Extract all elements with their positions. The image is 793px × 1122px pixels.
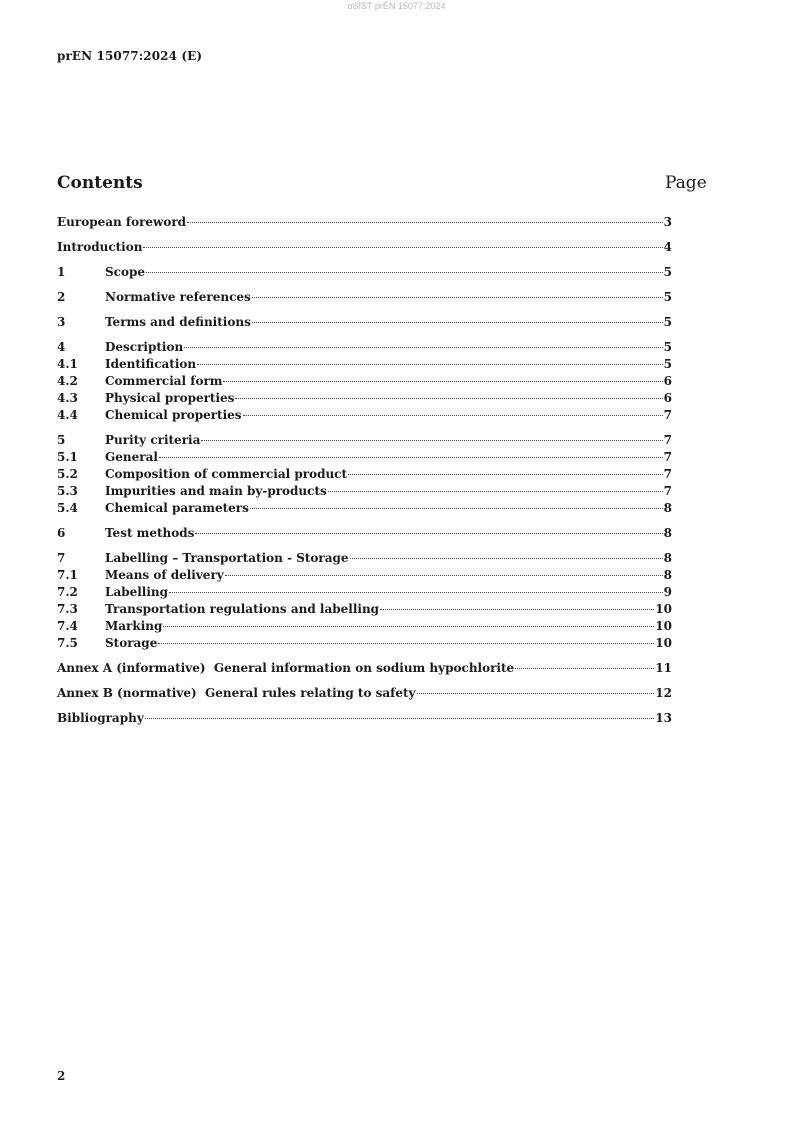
toc-entry-number: 7 bbox=[57, 551, 66, 565]
toc-leader-dots bbox=[348, 472, 663, 475]
toc-entry-page: 8 bbox=[663, 568, 672, 582]
toc-entry-purity-criteria[interactable] bbox=[57, 432, 672, 449]
toc-leader-dots bbox=[187, 220, 663, 223]
toc-leader-dots bbox=[158, 641, 654, 644]
toc-entry-number: 4.3 bbox=[57, 391, 78, 405]
toc-entry-number: 4.4 bbox=[57, 408, 78, 422]
toc-entry-title: Test methods bbox=[105, 526, 195, 540]
toc-entry-page: 6 bbox=[663, 391, 672, 405]
toc-entry-title: Identification bbox=[105, 357, 197, 371]
toc-entry-page: 7 bbox=[663, 450, 672, 464]
toc-entry-marking[interactable] bbox=[57, 618, 672, 635]
toc-entry-page: 8 bbox=[663, 526, 672, 540]
toc-entry-title: General bbox=[105, 450, 158, 464]
footer-page-number: 2 bbox=[57, 1069, 66, 1083]
toc-entry-annex-a[interactable] bbox=[57, 660, 672, 677]
toc-entry-title: Impurities and main by-products bbox=[105, 484, 327, 498]
toc-entry-number: 5.4 bbox=[57, 501, 78, 515]
toc-entry-impurities-and-main-by-products[interactable] bbox=[57, 483, 672, 500]
toc-entry-physical-properties[interactable] bbox=[57, 390, 672, 407]
toc-entry-page: 10 bbox=[655, 636, 672, 650]
toc-entry-title: Composition of commercial product bbox=[105, 467, 348, 481]
toc-entry-title: European foreword bbox=[57, 215, 187, 229]
toc-entry-title: Marking bbox=[105, 619, 163, 633]
watermark: oSIST prEN 15077:2024 bbox=[347, 1, 446, 11]
toc-leader-dots bbox=[252, 320, 663, 323]
toc-leader-dots bbox=[250, 506, 663, 509]
toc-entry-test-methods[interactable] bbox=[57, 525, 672, 542]
toc-entry-number: 4 bbox=[57, 340, 66, 354]
toc-entry-page: 5 bbox=[663, 315, 672, 329]
toc-entry-introduction[interactable] bbox=[57, 239, 672, 256]
toc-entry-title: Introduction bbox=[57, 240, 143, 254]
toc-leader-dots bbox=[252, 295, 663, 298]
toc-entry-page: 4 bbox=[663, 240, 672, 254]
toc-entry-number: 5.1 bbox=[57, 450, 78, 464]
toc-entry-commercial-form[interactable] bbox=[57, 373, 672, 390]
toc-entry-page: 7 bbox=[663, 467, 672, 481]
toc-entry-page: 6 bbox=[663, 374, 672, 388]
toc-leader-dots bbox=[417, 691, 655, 694]
toc-entry-title: Normative references bbox=[105, 290, 251, 304]
toc-entry-general[interactable] bbox=[57, 449, 672, 466]
toc-entry-page: 11 bbox=[655, 661, 672, 675]
toc-entry-page: 5 bbox=[663, 340, 672, 354]
toc-entry-number: 4.2 bbox=[57, 374, 78, 388]
toc-entry-normative-references[interactable] bbox=[57, 289, 672, 306]
toc-leader-dots bbox=[143, 245, 662, 248]
toc-leader-dots bbox=[145, 716, 655, 719]
toc-leader-dots bbox=[146, 270, 663, 273]
toc-entry-number: 7.4 bbox=[57, 619, 78, 633]
toc-entry-title: Terms and definitions bbox=[105, 315, 251, 329]
toc-leader-dots bbox=[328, 489, 663, 492]
toc-entry-storage[interactable] bbox=[57, 635, 672, 652]
toc-entry-title: Commercial form bbox=[105, 374, 223, 388]
toc-entry-page: 12 bbox=[655, 686, 672, 700]
toc-entry-page: 7 bbox=[663, 433, 672, 447]
toc-leader-dots bbox=[169, 590, 663, 593]
toc-entry-number: 1 bbox=[57, 265, 66, 279]
toc-entry-composition-of-commercial-product[interactable] bbox=[57, 466, 672, 483]
toc-entry-title: Labelling bbox=[105, 585, 169, 599]
page-column-label: Page bbox=[665, 173, 707, 193]
toc-entry-number: 3 bbox=[57, 315, 66, 329]
toc-entry-page: 7 bbox=[663, 408, 672, 422]
document-id-header: prEN 15077:2024 (E) bbox=[57, 49, 203, 63]
toc-leader-dots bbox=[195, 531, 662, 534]
toc-entry-description[interactable] bbox=[57, 339, 672, 356]
toc-entry-chemical-parameters[interactable] bbox=[57, 500, 672, 517]
contents-title: Contents bbox=[57, 173, 143, 193]
toc-leader-dots bbox=[223, 379, 662, 382]
toc-entry-number: 6 bbox=[57, 526, 66, 540]
toc-entry-page: 5 bbox=[663, 357, 672, 371]
toc-entry-page: 13 bbox=[655, 711, 672, 725]
toc-entry-title: Purity criteria bbox=[105, 433, 201, 447]
toc-entry-number: 4.1 bbox=[57, 357, 78, 371]
toc-entry-number: 7.2 bbox=[57, 585, 78, 599]
toc-entry-chemical-properties[interactable] bbox=[57, 407, 672, 424]
toc-leader-dots bbox=[350, 556, 663, 559]
toc-entry-number: 5.3 bbox=[57, 484, 78, 498]
toc-entry-title: Means of delivery bbox=[105, 568, 224, 582]
toc-entry-page: 7 bbox=[663, 484, 672, 498]
toc-leader-dots bbox=[243, 413, 663, 416]
toc-leader-dots bbox=[197, 362, 663, 365]
toc-entry-page: 5 bbox=[663, 265, 672, 279]
toc-leader-dots bbox=[235, 396, 662, 399]
toc-entry-title: Description bbox=[105, 340, 184, 354]
toc-entry-number: 2 bbox=[57, 290, 66, 304]
toc-entry-means-of-delivery[interactable] bbox=[57, 567, 672, 584]
toc-entry-title: Scope bbox=[105, 265, 146, 279]
toc-entry-page: 3 bbox=[663, 215, 672, 229]
toc-entry-page: 5 bbox=[663, 290, 672, 304]
table-of-contents bbox=[57, 214, 672, 727]
toc-leader-dots bbox=[159, 455, 663, 458]
toc-entry-number: 5 bbox=[57, 433, 66, 447]
toc-entry-scope[interactable] bbox=[57, 264, 672, 281]
toc-leader-dots bbox=[201, 438, 662, 441]
toc-leader-dots bbox=[515, 666, 654, 669]
toc-entry-title: Chemical parameters bbox=[105, 501, 249, 515]
toc-leader-dots bbox=[163, 624, 654, 627]
toc-entry-european-foreword[interactable] bbox=[57, 214, 672, 231]
toc-entry-page: 10 bbox=[655, 619, 672, 633]
toc-entry-number: 5.2 bbox=[57, 467, 78, 481]
toc-entry-title: Chemical properties bbox=[105, 408, 242, 422]
toc-entry-number: 7.1 bbox=[57, 568, 78, 582]
toc-entry-number: 7.5 bbox=[57, 636, 78, 650]
toc-entry-page: 9 bbox=[663, 585, 672, 599]
toc-entry-title: Storage bbox=[105, 636, 158, 650]
toc-entry-page: 8 bbox=[663, 501, 672, 515]
toc-entry-title: Bibliography bbox=[57, 711, 144, 725]
toc-entry-title: Annex A (informative) General information on sodium hypochlorite bbox=[57, 661, 515, 675]
toc-entry-labelling-transportation-storage[interactable] bbox=[57, 550, 672, 567]
toc-leader-dots bbox=[380, 607, 654, 610]
toc-entry-number: 7.3 bbox=[57, 602, 78, 616]
toc-leader-dots bbox=[184, 345, 662, 348]
toc-entry-page: 10 bbox=[655, 602, 672, 616]
toc-entry-labelling[interactable] bbox=[57, 584, 672, 601]
toc-entry-title: Transportation regulations and labelling bbox=[105, 602, 380, 616]
toc-entry-title: Labelling – Transportation - Storage bbox=[105, 551, 349, 565]
toc-entry-terms-and-definitions[interactable] bbox=[57, 314, 672, 331]
toc-entry-annex-b[interactable] bbox=[57, 685, 672, 702]
toc-entry-identification[interactable] bbox=[57, 356, 672, 373]
toc-entry-transportation-regulations-and-labelling[interactable] bbox=[57, 601, 672, 618]
toc-entry-title: Annex B (normative) General rules relating to safety bbox=[57, 686, 416, 700]
toc-entry-bibliography[interactable] bbox=[57, 710, 672, 727]
toc-leader-dots bbox=[225, 573, 663, 576]
toc-entry-page: 8 bbox=[663, 551, 672, 565]
toc-entry-title: Physical properties bbox=[105, 391, 235, 405]
